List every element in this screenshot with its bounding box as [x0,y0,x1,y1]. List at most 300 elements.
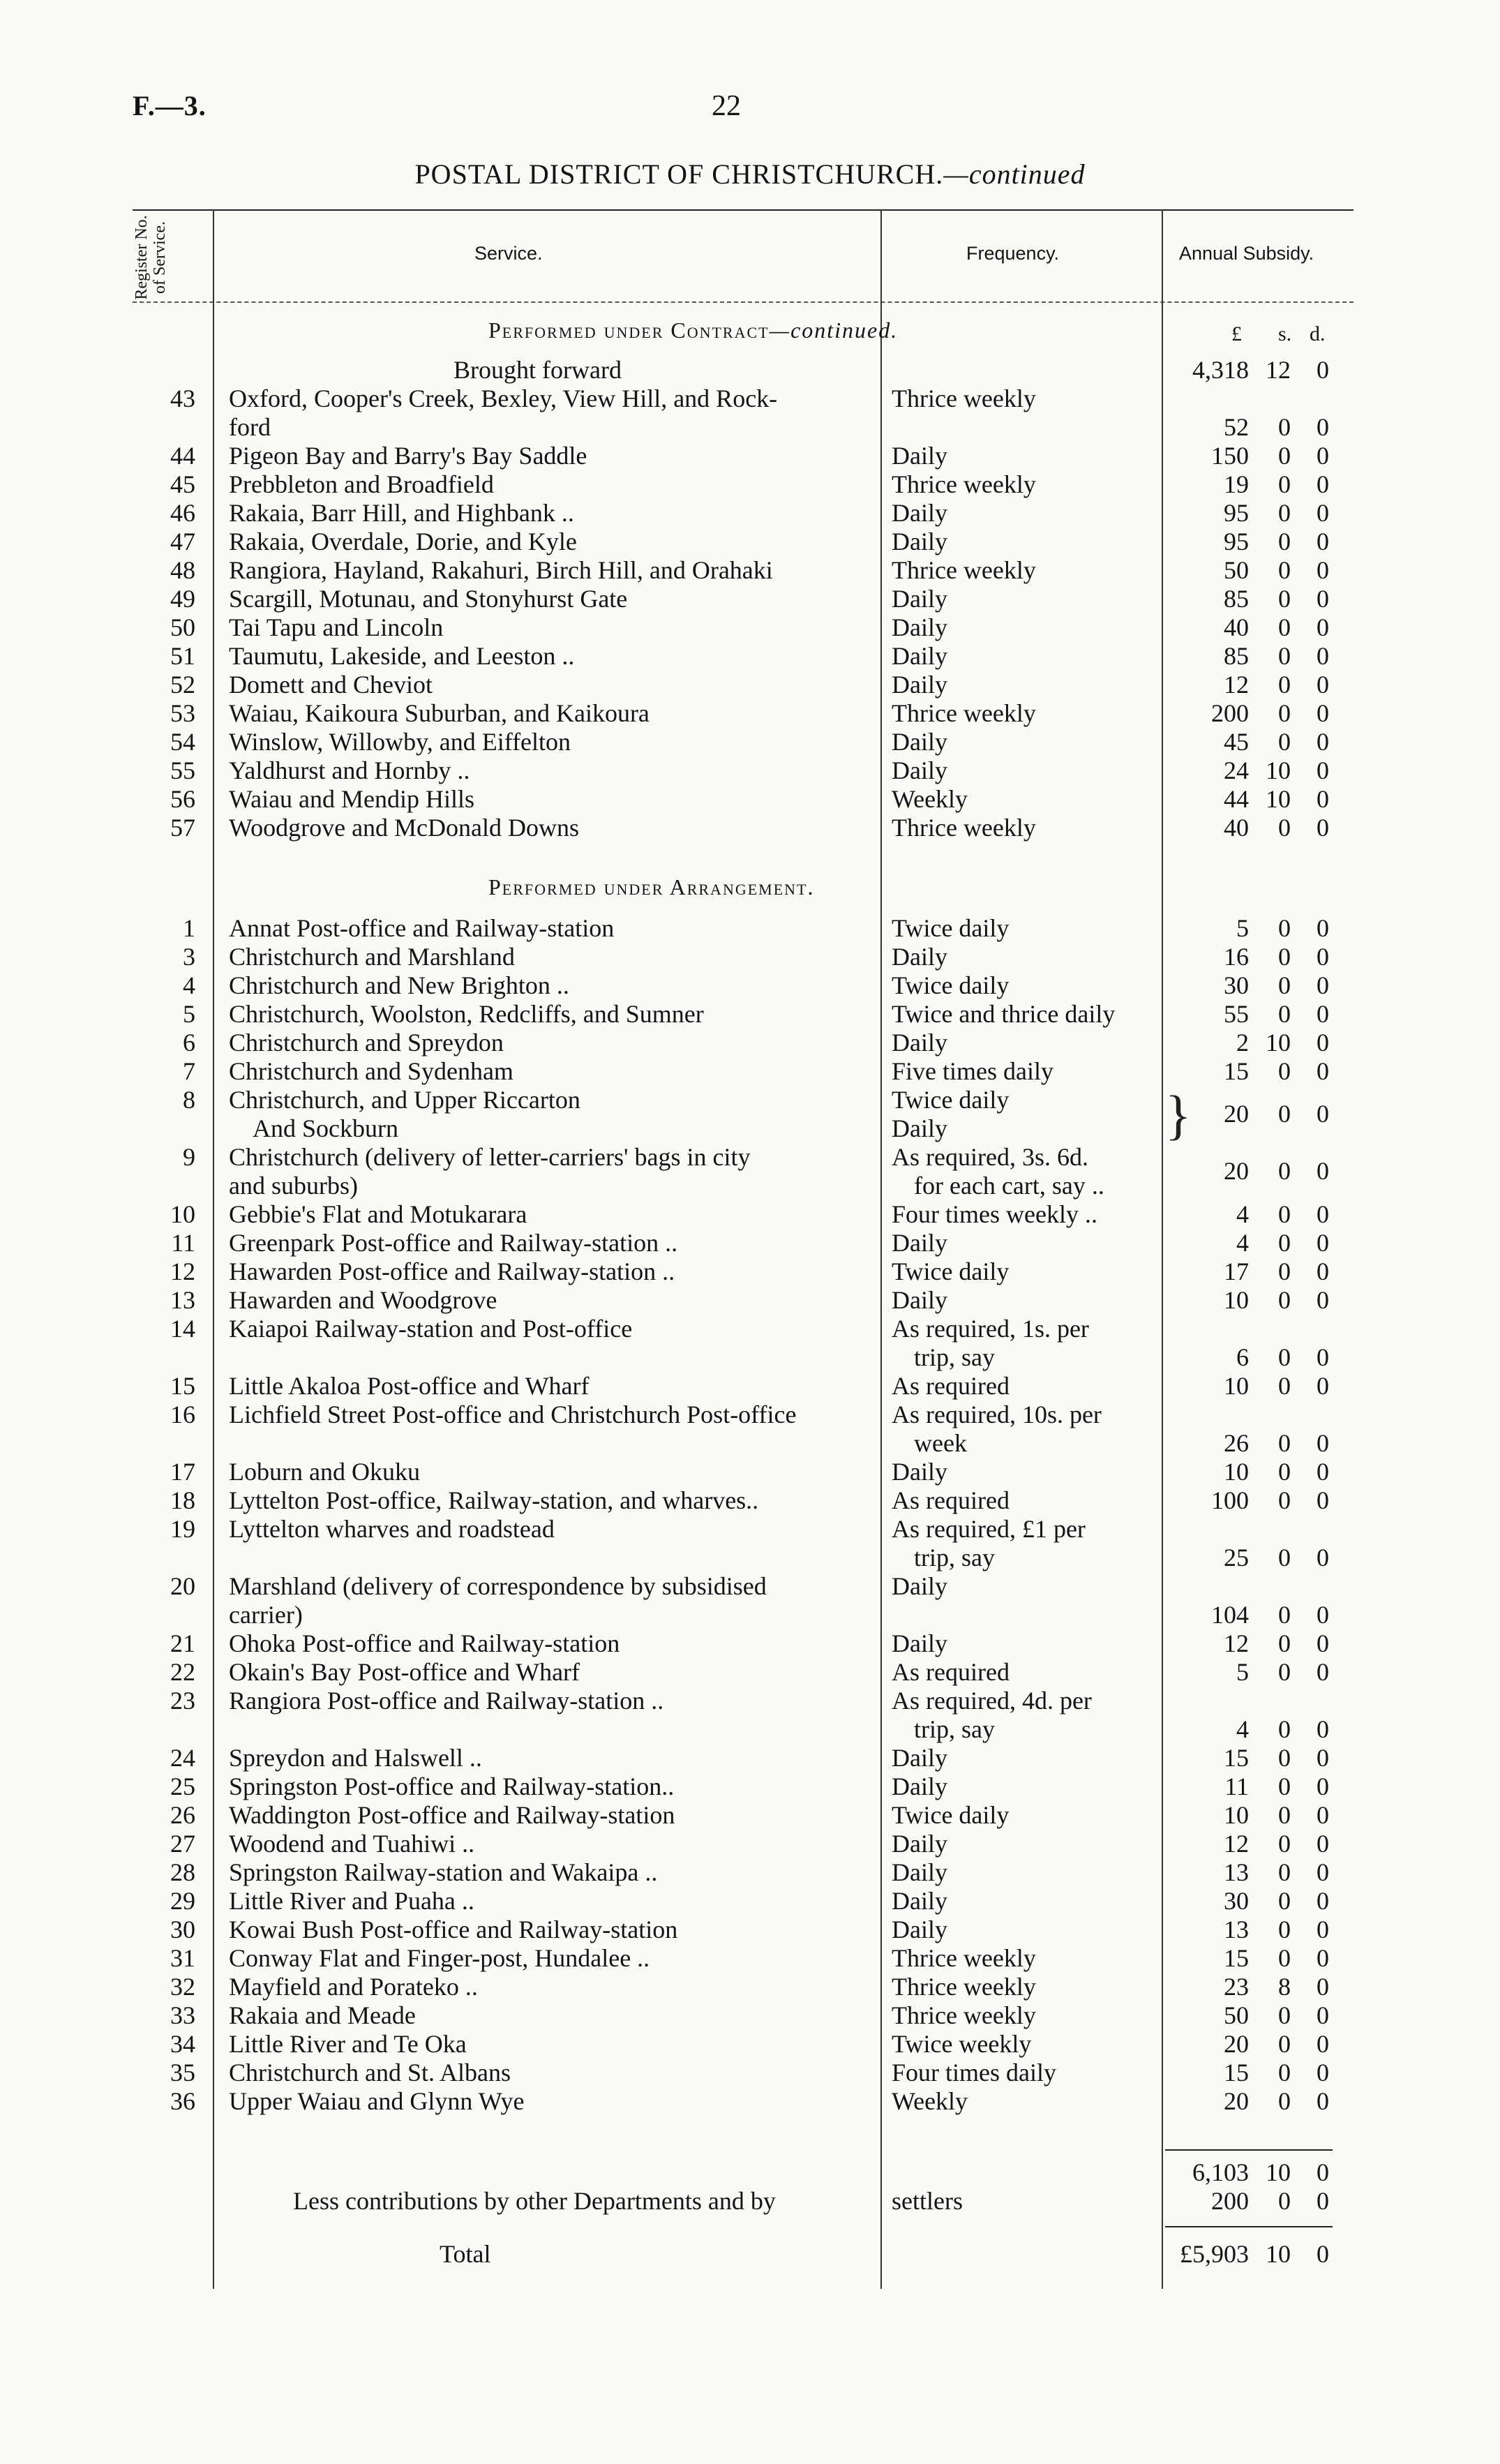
amount-pence: 0 [1317,728,1329,756]
service-name: Oxford, Cooper's Creek, Bexley, View Hill, and Rock- [229,384,778,412]
register-number: 53 [170,699,195,727]
register-number: 57 [170,814,195,842]
amount-pounds: 16 [1224,943,1249,971]
amount-pence: 0 [1317,1887,1329,1915]
service-name: Waiau and Mendip Hills [229,785,475,813]
arrangement-row [0,1744,1500,1772]
amount-shillings: 0 [1278,1429,1291,1457]
amount-pounds: 50 [1224,556,1249,584]
frequency: Daily [892,585,947,613]
title-continued: —continued [943,158,1086,190]
service-name: Christchurch (delivery of letter-carriers' bags in city [229,1143,751,1171]
amount-shillings: 0 [1278,1200,1291,1228]
amount-pence: 0 [1317,699,1329,727]
register-number: 3 [183,943,195,971]
amount-pence: 0 [1317,1429,1329,1457]
frequency: Daily [892,1744,947,1772]
arrangement-row [0,1057,1500,1086]
service-name: Winslow, Willowby, and Eiffelton [229,728,571,756]
register-number: 6 [183,1029,195,1056]
service-name: Waiau, Kaikoura Suburban, and Kaikoura [229,699,650,727]
service-name: Lyttelton wharves and roadstead [229,1515,555,1543]
register-number: 47 [170,528,195,555]
amount-pence: 0 [1317,1200,1329,1228]
total-rule [1165,2226,1333,2227]
amount-pounds: 12 [1224,1629,1249,1657]
amount-shillings: 0 [1278,1858,1291,1886]
service-name: Annat Post-office and Railway-station [229,914,615,942]
unit-shillings: s. [1278,322,1292,345]
register-number: 28 [170,1858,195,1886]
unit-pence: d. [1310,322,1326,345]
service-name: Taumutu, Lakeside, and Leeston .. [229,642,575,670]
contract-row [0,785,1500,814]
amount-pounds: 4 [1236,1715,1249,1743]
service-continuation: and suburbs) [229,1172,358,1200]
register-number: 13 [170,1286,195,1314]
frequency: Daily [892,1286,947,1314]
register-number: 11 [171,1229,195,1257]
amount-shillings: 0 [1278,470,1291,498]
service-name: Rangiora, Hayland, Rakahuri, Birch Hill, and Orahaki [229,556,773,584]
amount-pence: 0 [1317,556,1329,584]
register-number: 35 [170,2059,195,2086]
contract-row [0,728,1500,756]
amount-pounds: 10 [1224,1801,1249,1829]
frequency: As required [892,1658,1010,1686]
arrangement-row [0,1916,1500,1944]
arrangement-row [0,1973,1500,2001]
service-continuation: And Sockburn [253,1114,398,1142]
amount-pounds: 15 [1224,2059,1249,2086]
amount-pounds: 10 [1224,1286,1249,1314]
arrangement-row [0,1629,1500,1658]
register-number: 54 [170,728,195,756]
service-name: Christchurch, and Upper Riccarton [229,1086,580,1114]
amount-pence: 0 [1317,2030,1329,2058]
arrangement-row [0,1315,1500,1371]
amount-pence: 0 [1317,1458,1329,1486]
amount-shillings: 0 [1278,528,1291,555]
frequency: Twice daily [892,971,1010,999]
service-name: Yaldhurst and Hornby .. [229,756,470,784]
service-continuation: carrier) [229,1601,303,1629]
amount-pounds: 6 [1236,1343,1249,1371]
amount-pounds: 40 [1224,613,1249,641]
amount-pounds: 26 [1224,1429,1249,1457]
frequency: Twice daily [892,914,1010,942]
amount-pounds: 30 [1224,1887,1249,1915]
amount-pounds: 5 [1236,914,1249,942]
register-number: 32 [170,1973,195,2001]
contract-row [0,528,1500,556]
service-name: Hawarden and Woodgrove [229,1286,497,1314]
amount-shillings: 0 [1278,1944,1291,1972]
register-number: 20 [170,1572,195,1600]
amount-pence: 0 [1317,1658,1329,1686]
frequency: Thrice weekly [892,1973,1036,2001]
service-name: Christchurch and St. Albans [229,2059,511,2086]
frequency: As required, 3s. 6d. [892,1143,1088,1171]
frequency: Five times daily [892,1057,1053,1085]
amount-shillings: 10 [1266,1029,1291,1056]
frequency: Daily [892,756,947,784]
service-name: Tai Tapu and Lincoln [229,613,444,641]
section-heading-arrangement: Performed under Arrangement. [488,874,815,899]
service-name: Spreydon and Halswell .. [229,1744,482,1772]
amount-shillings: 0 [1278,699,1291,727]
amount-shillings: 0 [1278,1257,1291,1285]
amount-pence: 0 [1317,1830,1329,1858]
amount-pence: 0 [1317,1000,1329,1028]
amount-pounds: 30 [1224,971,1249,999]
register-number: 43 [170,384,195,412]
amount-shillings: 0 [1278,2030,1291,2058]
amount-pence: 0 [1317,1057,1329,1085]
arrangement-row [0,1086,1500,1142]
amount-pounds: 85 [1224,642,1249,670]
less-contributions-row: Less contributions by other Departments and by settlers 200 0 0 [293,2187,1329,2215]
register-number: 10 [170,1200,195,1228]
frequency-continuation: week [914,1429,967,1457]
amount-pence: 0 [1317,2059,1329,2086]
amount-shillings: 0 [1278,1629,1291,1657]
arrangement-row [0,1858,1500,1887]
amount-pence: 0 [1317,671,1329,699]
page-reference: F.—3. [133,90,207,121]
service-name: Domett and Cheviot [229,671,433,699]
register-number: 24 [170,1744,195,1772]
amount-pounds: 52 [1224,413,1249,441]
frequency: Daily [892,1887,947,1915]
register-number: 48 [170,556,195,584]
contract-row [0,442,1500,470]
register-number: 56 [170,785,195,813]
service-name: Little River and Te Oka [229,2030,467,2058]
register-number: 14 [170,1315,195,1343]
amount-shillings: 12 [1266,356,1291,384]
frequency: Daily [892,1229,947,1257]
frequency-continuation: trip, say [914,1343,995,1371]
arrangement-row [0,1687,1500,1743]
amount-pence: 0 [1317,814,1329,842]
service-name: Ohoka Post-office and Railway-station [229,1629,620,1657]
amount-pounds: 25 [1224,1544,1249,1571]
amount-pence: 0 [1317,1629,1329,1657]
register-number: 33 [170,2001,195,2029]
amount-pence: 0 [1317,1029,1329,1056]
amount-pence: 0 [1317,756,1329,784]
frequency: Thrice weekly [892,556,1036,584]
amount-pounds: 15 [1224,1944,1249,1972]
amount-pence: 0 [1317,1100,1329,1128]
frequency: Daily [892,528,947,555]
register-number: 5 [183,1000,195,1028]
amount-pounds: 11 [1224,1772,1249,1800]
register-number: 9 [183,1143,195,1171]
service-name: Rakaia, Overdale, Dorie, and Kyle [229,528,577,555]
arrangement-row [0,1458,1500,1486]
amount-pounds: 4 [1236,1229,1249,1257]
frequency-continuation: Daily [892,1114,947,1142]
service-name: Prebbleton and Broadfield [229,470,494,498]
amount-shillings: 0 [1278,1887,1291,1915]
service-name: Little River and Puaha .. [229,1887,474,1915]
amount-shillings: 0 [1278,1057,1291,1085]
arrangement-row [0,1801,1500,1830]
amount-pounds: 20 [1224,2030,1249,2058]
amount-pounds: 2 [1236,1029,1249,1056]
service-name: Lichfield Street Post-office and Christchurch Post-office [229,1401,797,1428]
frequency: Weekly [892,2087,968,2115]
amount-pounds: 5 [1236,1658,1249,1686]
amount-pence: 0 [1317,971,1329,999]
service-name: Gebbie's Flat and Motukarara [229,1200,527,1228]
amount-pounds: 10 [1224,1372,1249,1400]
arrangement-row [0,1772,1500,1801]
amount-pounds: 55 [1224,1000,1249,1028]
amount-shillings: 0 [1278,585,1291,613]
service-name: Upper Waiau and Glynn Wye [229,2087,525,2115]
contract-row [0,585,1500,613]
amount-pence: 0 [1317,785,1329,813]
amount-pence: 0 [1317,2001,1329,2029]
brought-forward-label: Brought forward [453,356,622,384]
frequency: Daily [892,1858,947,1886]
register-number: 25 [170,1772,195,1800]
register-number: 44 [170,442,195,470]
service-name: Okain's Bay Post-office and Wharf [229,1658,580,1686]
amount-shillings: 0 [1278,914,1291,942]
register-number: 1 [183,914,195,942]
frequency: Twice and thrice daily [892,1000,1116,1028]
amount-shillings: 0 [1278,2087,1291,2115]
register-number: 18 [170,1486,195,1514]
subtotal-row: 6,103 10 0 [1192,2158,1329,2186]
amount-pence: 0 [1317,470,1329,498]
service-name: Mayfield and Porateko .. [229,1973,478,2001]
amount-pounds: 44 [1224,785,1249,813]
amount-pence: 0 [1317,613,1329,641]
service-name: Christchurch and New Brighton .. [229,971,569,999]
arrangement-row [0,2059,1500,2087]
frequency: Daily [892,442,947,470]
arrangement-row [0,1887,1500,1916]
amount-pence: 0 [1317,1858,1329,1886]
frequency: Thrice weekly [892,814,1036,842]
contract-row [0,470,1500,499]
contract-row [0,556,1500,585]
register-number: 27 [170,1830,195,1858]
frequency: Daily [892,613,947,641]
amount-pence: 0 [1317,1286,1329,1314]
amount-pence: 0 [1317,1801,1329,1829]
service-name: Lyttelton Post-office, Railway-station, and wharves.. [229,1486,759,1514]
service-name: Woodend and Tuahiwi .. [229,1830,475,1858]
frequency: As required, 1s. per [892,1315,1089,1343]
service-name: Little Akaloa Post-office and Wharf [229,1372,590,1400]
amount-shillings: 10 [1266,756,1291,784]
arrangement-row [0,1229,1500,1257]
register-number: 49 [170,585,195,613]
frequency: Daily [892,1458,947,1486]
arrangement-row [0,1830,1500,1858]
amount-pence: 0 [1317,1944,1329,1972]
arrangement-row [0,1257,1500,1286]
amount-pounds: 23 [1224,1973,1249,2001]
title-main: POSTAL DISTRICT OF CHRISTCHURCH. [414,158,944,190]
amount-pence: 0 [1317,442,1329,470]
frequency: Daily [892,499,947,527]
brace-icon: } [1165,1084,1192,1145]
amount-shillings: 0 [1278,1458,1291,1486]
frequency: Daily [892,728,947,756]
frequency: Twice daily [892,1086,1010,1114]
amount-shillings: 0 [1278,814,1291,842]
amount-shillings: 0 [1278,642,1291,670]
amount-pounds: 95 [1224,528,1249,555]
arrangement-row [0,1401,1500,1457]
unit-pounds: £ [1231,322,1242,345]
frequency: As required [892,1486,1010,1514]
service-name: Springston Post-office and Railway-station.. [229,1772,675,1800]
service-name: Kowai Bush Post-office and Railway-station [229,1916,678,1943]
section-heading-contract: Performed under Contract—continued. [488,318,899,343]
column-annual-subsidy: Annual Subsidy. [1179,243,1314,264]
service-name: Christchurch, Woolston, Redcliffs, and Sumner [229,1000,704,1028]
arrangement-row [0,1572,1500,1629]
amount-pounds: 20 [1224,1157,1249,1185]
register-number: 16 [170,1401,195,1428]
register-number: 19 [170,1515,195,1543]
register-number: 21 [170,1629,195,1657]
amount-shillings: 0 [1278,728,1291,756]
column-frequency: Frequency. [966,243,1060,264]
frequency: Daily [892,1629,947,1657]
amount-pence: 0 [1317,1486,1329,1514]
amount-pounds: 13 [1224,1916,1249,1943]
amount-pence: 0 [1317,1601,1329,1629]
register-number: 4 [183,971,195,999]
header-top-rule [133,209,1353,211]
register-number: 52 [170,671,195,699]
frequency: Twice weekly [892,2030,1032,2058]
contract-row [0,699,1500,728]
page-title [0,158,1500,191]
frequency: Thrice weekly [892,699,1036,727]
amount-pence: 0 [1317,1257,1329,1285]
arrangement-row [0,1143,1500,1200]
amount-shillings: 0 [1278,671,1291,699]
amount-pence: 0 [1317,1772,1329,1800]
arrangement-row [0,2087,1500,2116]
amount-pounds: 19 [1224,470,1249,498]
amount-shillings: 0 [1278,1601,1291,1629]
arrangement-row [0,1944,1500,1973]
register-number: 55 [170,756,195,784]
frequency: As required, 4d. per [892,1687,1092,1715]
register-number: 36 [170,2087,195,2115]
amount-pounds: 4,318 [1192,356,1249,384]
amount-pence: 0 [1317,1157,1329,1185]
amount-shillings: 0 [1278,1830,1291,1858]
amount-pence: 0 [1317,1916,1329,1943]
amount-shillings: 0 [1278,413,1291,441]
frequency-continuation: trip, say [914,1544,995,1571]
frequency: Daily [892,671,947,699]
register-number: 45 [170,470,195,498]
amount-pounds: 13 [1224,1858,1249,1886]
amount-shillings: 0 [1278,1229,1291,1257]
amount-pounds: 10 [1224,1458,1249,1486]
frequency: Daily [892,642,947,670]
amount-shillings: 0 [1278,1801,1291,1829]
frequency: Thrice weekly [892,470,1036,498]
amount-pounds: 40 [1224,814,1249,842]
amount-shillings: 0 [1278,1157,1291,1185]
amount-shillings: 0 [1278,943,1291,971]
amount-pence: 0 [1317,413,1329,441]
amount-pounds: 200 [1211,699,1249,727]
amount-pence: 0 [1317,585,1329,613]
amount-pounds: 4 [1236,1200,1249,1228]
arrangement-row [0,2030,1500,2059]
amount-shillings: 0 [1278,1658,1291,1686]
register-number: 22 [170,1658,195,1686]
frequency: Daily [892,1572,947,1600]
frequency: Four times weekly .. [892,1200,1097,1228]
amount-pounds: 100 [1211,1486,1249,1514]
service-name: Conway Flat and Finger-post, Hundalee .. [229,1944,650,1972]
service-name: Marshland (delivery of correspondence by subsidised [229,1572,767,1600]
amount-pounds: 15 [1224,1744,1249,1772]
amount-shillings: 0 [1278,971,1291,999]
amount-shillings: 0 [1278,2001,1291,2029]
amount-pence: 0 [1317,943,1329,971]
arrangement-row [0,2001,1500,2030]
amount-shillings: 0 [1278,1916,1291,1943]
frequency: Daily [892,1029,947,1056]
frequency: Twice daily [892,1257,1010,1285]
frequency: Thrice weekly [892,1944,1036,1972]
amount-shillings: 10 [1266,785,1291,813]
arrangement-row [0,1515,1500,1571]
arrangement-row [0,1372,1500,1401]
amount-pounds: 24 [1224,756,1249,784]
amount-pence: 0 [1317,642,1329,670]
amount-shillings: 0 [1278,1372,1291,1400]
column-register-no: Register No. of Service. [133,215,169,300]
amount-shillings: 0 [1278,499,1291,527]
amount-shillings: 0 [1278,1000,1291,1028]
amount-shillings: 0 [1278,2059,1291,2086]
frequency-continuation: trip, say [914,1715,995,1743]
amount-pounds: 20 [1224,2087,1249,2115]
service-name: Rakaia and Meade [229,2001,416,2029]
amount-shillings: 0 [1278,613,1291,641]
frequency: As required, £1 per [892,1515,1086,1543]
arrangement-row [0,1000,1500,1029]
amount-shillings: 0 [1278,1772,1291,1800]
amount-pounds: 104 [1211,1601,1249,1629]
subtotal-rule [1165,2149,1333,2151]
amount-pounds: 15 [1224,1057,1249,1085]
amount-shillings: 0 [1278,1343,1291,1371]
amount-pence: 0 [1317,356,1329,384]
service-name: Christchurch and Spreydon [229,1029,504,1056]
amount-pounds: 85 [1224,585,1249,613]
brought-forward-row [0,356,1500,384]
